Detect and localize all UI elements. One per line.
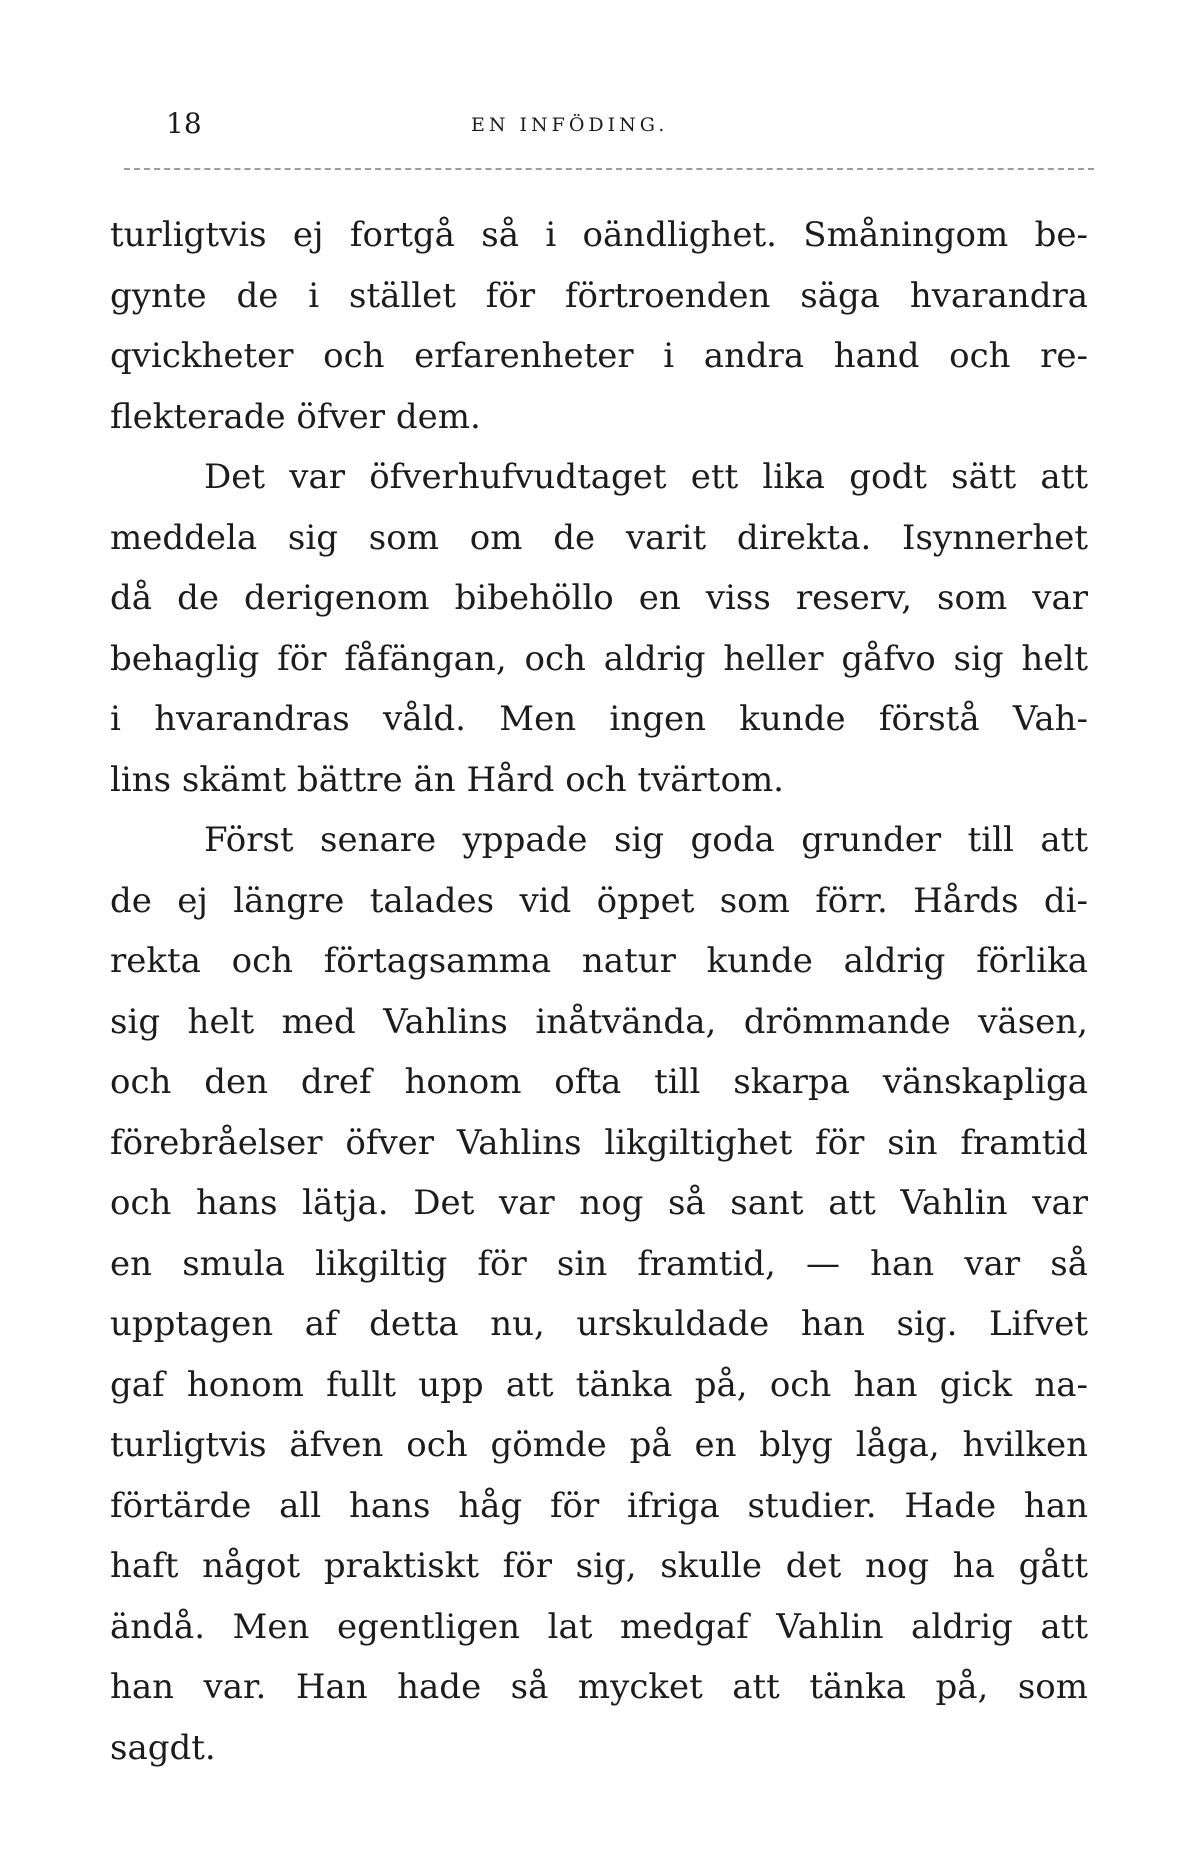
text-line: de ej längre talades vid öppet som förr. Hårds di- — [110, 880, 1088, 921]
text-line: haft något praktiskt för sig, skulle det nog ha gått — [110, 1546, 1088, 1586]
text-line: och hans lätja. Det var nog så sant att Vahlin var — [110, 1183, 1088, 1223]
text-line: qvickheter och erfarenheter i andra hand och re- — [110, 336, 1088, 376]
text-line: behaglig för fåfängan, och aldrig heller gåfvo sig helt — [110, 638, 1088, 679]
paragraph-end-line: lins skämt bättre än Hård och tvärtom. — [110, 759, 784, 800]
paragraph-start-line: Det var öfverhufvudtaget ett lika godt sätt att — [204, 457, 1088, 497]
text-line: sig helt med Vahlins inåtvända, drömmande väsen, — [110, 1001, 1088, 1042]
paragraph-end-line: flekterade öfver dem. — [110, 396, 481, 437]
text-line: och den dref honom ofta till skarpa vänskapliga — [110, 1062, 1088, 1102]
body-text — [110, 205, 1088, 1778]
text-line: i hvarandras våld. Men ingen kunde förstå Vah- — [110, 699, 1088, 739]
text-line: gynte de i stället för förtroenden säga hvarandra — [110, 275, 1088, 316]
text-line: då de derigenom bibehöllo en viss reserv, som var — [110, 578, 1088, 618]
text-line: turligtvis äfven och gömde på en blyg låga, hvilken — [110, 1425, 1088, 1465]
text-line: upptagen af detta nu, urskuldade han sig. Lifvet — [110, 1304, 1088, 1344]
text-line: ändå. Men egentligen lat medgaf Vahlin aldrig att — [110, 1606, 1088, 1647]
text-line: förtärde all hans håg för ifriga studier. Hade han — [110, 1485, 1088, 1526]
paragraph-start-line: Först senare yppade sig goda grunder till att — [204, 820, 1088, 860]
page-number: 18 — [166, 107, 202, 140]
text-line: förebråelser öfver Vahlins likgiltighet för sin framtid — [110, 1122, 1088, 1163]
paragraph-end-line: sagdt. — [110, 1727, 216, 1768]
text-line: turligtvis ej fortgå så i oändlighet. Småningom be- — [110, 215, 1088, 255]
text-line: gaf honom fullt upp att tänka på, och han gick na- — [110, 1364, 1088, 1405]
header-rule — [124, 168, 1094, 170]
text-line: rekta och förtagsamma natur kunde aldrig förlika — [110, 941, 1088, 981]
text-line: en smula likgiltig för sin framtid, — han var så — [110, 1243, 1088, 1284]
text-line: han var. Han hade så mycket att tänka på, som — [110, 1667, 1088, 1707]
page-header — [166, 104, 1066, 154]
running-title: EN INFÖDING. — [471, 114, 669, 136]
text-line: meddela sig som om de varit direkta. Isynnerhet — [110, 517, 1088, 558]
